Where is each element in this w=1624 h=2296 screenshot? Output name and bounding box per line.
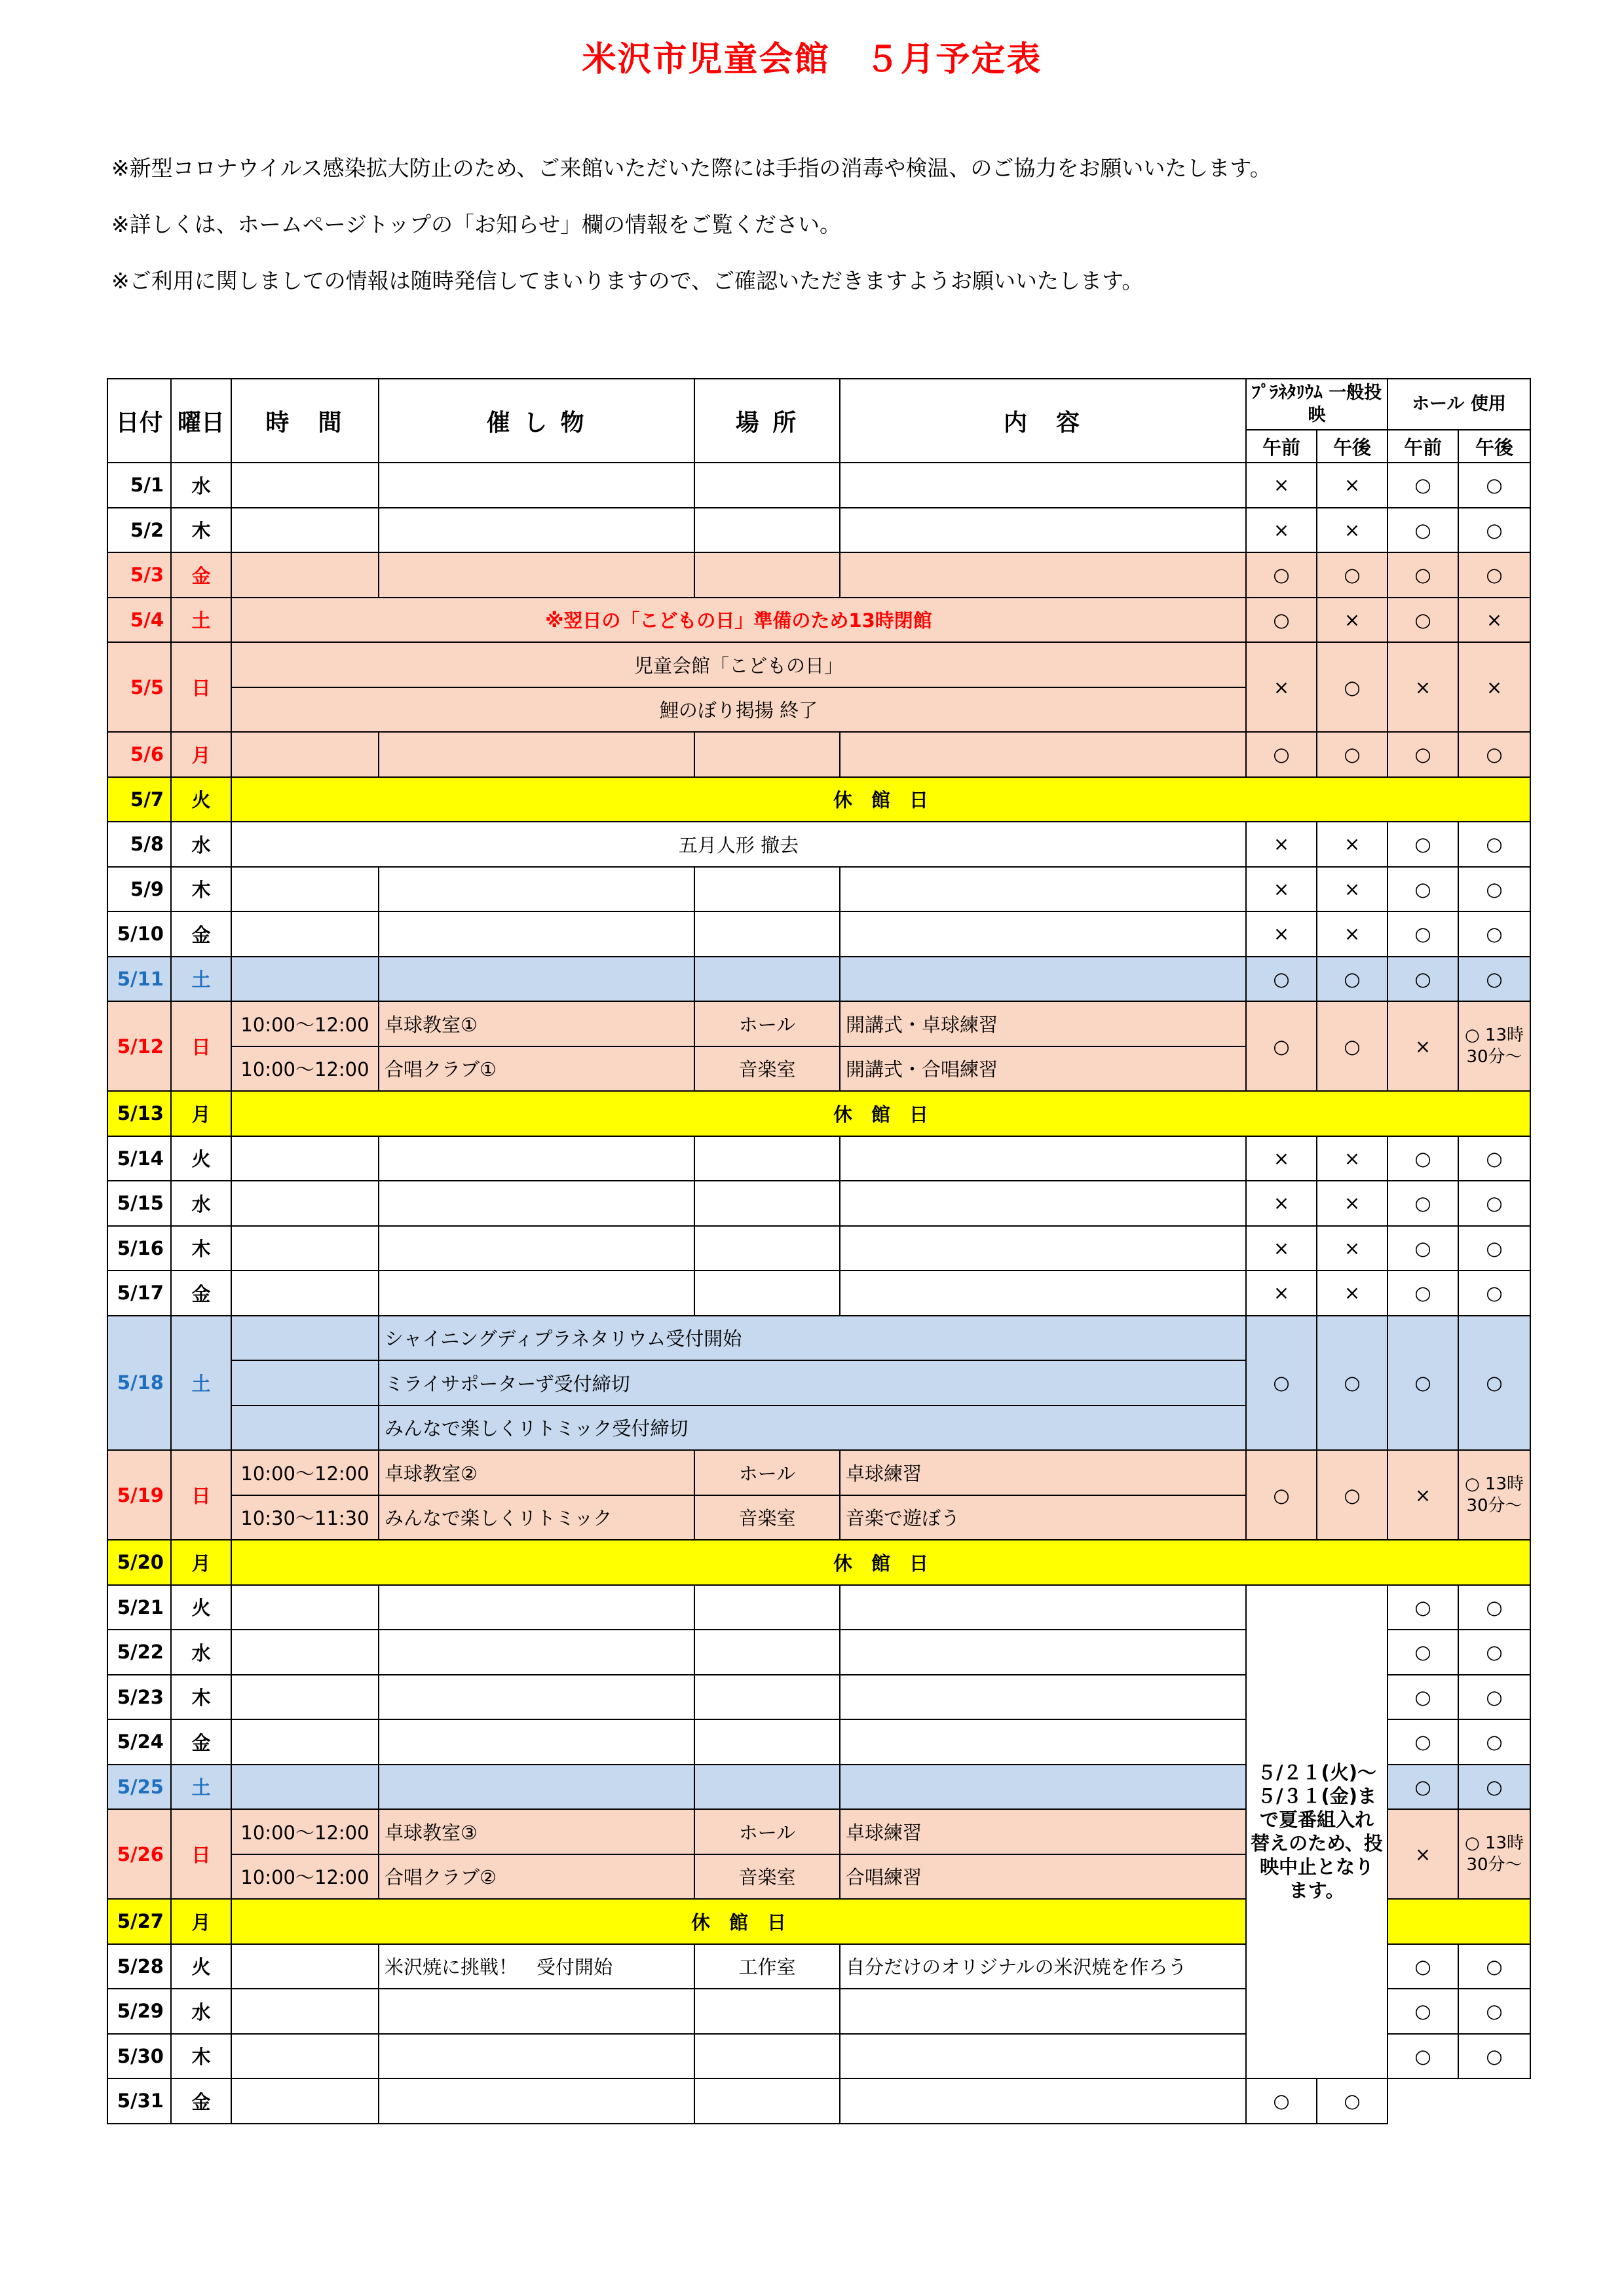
mark-cell: ○ — [1317, 1450, 1388, 1540]
content-cell: 卓球練習 — [840, 1809, 1246, 1854]
mark-cell: × — [1317, 1271, 1388, 1316]
event-cell: ※翌日の「こどもの日」準備のため13時閉館 — [231, 598, 1246, 643]
mark-cell: ○ — [1246, 1316, 1317, 1451]
dow-cell: 金 — [171, 1271, 231, 1316]
mark-cell: ○ — [1458, 1630, 1530, 1675]
mark-cell: × — [1317, 598, 1388, 643]
event-cell: 合唱クラブ① — [379, 1046, 694, 1092]
date-cell: 5/8 — [107, 822, 171, 867]
dow-cell: 金 — [171, 2078, 231, 2124]
date-cell: 5/17 — [107, 1271, 171, 1316]
mark-cell: × — [1458, 642, 1530, 732]
mark-cell: ○ — [1317, 552, 1388, 598]
place-cell: ホール — [694, 1001, 840, 1046]
mark-cell: ○ — [1246, 2078, 1317, 2124]
mark-cell: ○ — [1458, 1316, 1530, 1451]
mark-cell: ○ — [1388, 822, 1458, 867]
table-row — [107, 777, 1530, 822]
mark-cell: ○ — [1388, 1316, 1458, 1451]
mark-cell: ○ — [1388, 1989, 1458, 2034]
mark-cell: × — [1246, 1226, 1317, 1271]
mark-cell: ○ — [1388, 1226, 1458, 1271]
event-cell: 米沢焼に挑戦！ 受付開始 — [379, 1944, 694, 1989]
content-cell: 卓球練習 — [840, 1450, 1246, 1495]
mark-cell: ○ — [1458, 822, 1530, 867]
mark-cell: × — [1246, 867, 1317, 912]
date-cell: 5/26 — [107, 1809, 171, 1899]
mark-cell: ○ — [1388, 2034, 1458, 2079]
dow-cell: 金 — [171, 1719, 231, 1765]
mark-cell: ○ — [1317, 1001, 1388, 1091]
mark-cell: ○ — [1317, 957, 1388, 1002]
mark-cell: ○ — [1388, 463, 1458, 508]
date-cell: 5/16 — [107, 1226, 171, 1271]
mark-cell: × — [1388, 642, 1458, 732]
date-cell: 5/5 — [107, 642, 171, 732]
mark-cell: × — [1246, 1136, 1317, 1181]
mark-cell: × — [1246, 1181, 1317, 1226]
mark-cell: ○ — [1458, 1181, 1530, 1226]
mark-cell: ○ — [1458, 1675, 1530, 1720]
dow-cell: 水 — [171, 463, 231, 508]
date-cell: 5/10 — [107, 911, 171, 957]
mark-cell: ○ — [1458, 867, 1530, 912]
content-cell: 開講式・卓球練習 — [840, 1001, 1246, 1046]
table-row — [107, 1316, 1530, 1361]
dow-cell: 木 — [171, 2034, 231, 2079]
time-cell: 10:00～12:00 — [231, 1809, 379, 1854]
mark-cell: × — [1388, 1809, 1458, 1899]
place-cell: ホール — [694, 1450, 840, 1495]
mark-cell: ○ — [1246, 598, 1317, 643]
header-am: 午前 — [1388, 430, 1458, 463]
date-cell: 5/27 — [107, 1899, 171, 1944]
table-row — [107, 1450, 1530, 1495]
notice-line: ※新型コロナウイルス感染拡大防止のため、ご来館いただいた際には手指の消毒や検温、のご協力をお願いいたします。 — [111, 155, 1272, 181]
place-cell: 音楽室 — [694, 1046, 840, 1092]
table-row — [107, 867, 1530, 912]
table-row — [107, 2078, 1530, 2124]
mark-cell: ○ — [1388, 1765, 1458, 1810]
date-cell: 5/28 — [107, 1944, 171, 1989]
header-dow: 曜日 — [171, 379, 231, 463]
table-row — [107, 1181, 1530, 1226]
header-planetarium: ﾌﾟﾗﾈﾀﾘｳﾑ 一般投映 — [1246, 379, 1388, 430]
time-cell: 10:00～12:00 — [231, 1854, 379, 1900]
mark-cell: ○ — [1388, 957, 1458, 1002]
mark-cell: ○ — [1388, 867, 1458, 912]
dow-cell: 土 — [171, 598, 231, 643]
header-date: 日付 — [107, 379, 171, 463]
date-cell: 5/29 — [107, 1989, 171, 2034]
table-row — [107, 1585, 1530, 1630]
mark-cell: ○ 13時30分～ — [1458, 1001, 1530, 1091]
date-cell: 5/7 — [107, 777, 171, 822]
date-cell: 5/20 — [107, 1540, 171, 1585]
place-cell: 音楽室 — [694, 1854, 840, 1900]
content-cell: 合唱練習 — [840, 1854, 1246, 1900]
closed-day-cell: 休 館 日 — [231, 1540, 1530, 1585]
mark-cell: ○ — [1458, 957, 1530, 1002]
header-event: 催 し 物 — [379, 379, 694, 463]
dow-cell: 月 — [171, 1540, 231, 1585]
header-pm: 午後 — [1458, 430, 1530, 463]
page-title: 米沢市児童会館 ５月予定表 — [582, 40, 1042, 79]
date-cell: 5/21 — [107, 1585, 171, 1630]
mark-cell: ○ — [1388, 732, 1458, 777]
event-cell: みんなで楽しくリトミック受付締切 — [379, 1406, 1246, 1451]
table-row — [107, 1271, 1530, 1316]
date-cell: 5/13 — [107, 1091, 171, 1136]
date-cell: 5/9 — [107, 867, 171, 912]
mark-cell: ○ — [1246, 1001, 1317, 1091]
mark-cell: × — [1317, 508, 1388, 553]
event-cell: 卓球教室③ — [379, 1809, 694, 1854]
mark-cell: × — [1388, 1450, 1458, 1540]
mark-cell: ○ — [1388, 1181, 1458, 1226]
date-cell: 5/18 — [107, 1316, 171, 1451]
mark-cell: × — [1246, 1271, 1317, 1316]
table-row — [107, 957, 1530, 1002]
event-cell: 鯉のぼり掲揚 終了 — [231, 687, 1246, 733]
header-content: 内 容 — [840, 379, 1246, 463]
mark-cell: × — [1246, 642, 1317, 732]
event-cell: 卓球教室② — [379, 1450, 694, 1495]
mark-cell: × — [1317, 867, 1388, 912]
mark-cell: × — [1317, 822, 1388, 867]
table-row — [107, 552, 1530, 598]
time-cell: 10:00～12:00 — [231, 1001, 379, 1046]
table-row — [107, 598, 1530, 643]
content-cell: 開講式・合唱練習 — [840, 1046, 1246, 1092]
mark-cell: ○ — [1317, 1316, 1388, 1451]
dow-cell: 日 — [171, 642, 231, 732]
table-row — [107, 911, 1530, 957]
mark-cell: ○ — [1458, 1989, 1530, 2034]
dow-cell: 日 — [171, 1809, 231, 1899]
event-cell: シャイニングディプラネタリウム受付開始 — [379, 1316, 1246, 1361]
mark-cell: ○ — [1458, 1271, 1530, 1316]
mark-cell: × — [1317, 463, 1388, 508]
notice-line: ※ご利用に関しましての情報は随時発信してまいりますので、ご確認いただきますようお願いいたします。 — [111, 268, 1144, 294]
mark-cell: ○ — [1458, 463, 1530, 508]
date-cell: 5/1 — [107, 463, 171, 508]
dow-cell: 水 — [171, 1630, 231, 1675]
table-row — [107, 508, 1530, 553]
mark-cell: ○ — [1246, 552, 1317, 598]
date-cell: 5/24 — [107, 1719, 171, 1765]
mark-cell: × — [1317, 911, 1388, 957]
header-hall: ホール 使用 — [1388, 379, 1530, 430]
event-cell: 五月人形 撤去 — [231, 822, 1246, 867]
mark-cell: ○ — [1317, 2078, 1388, 2124]
mark-cell: × — [1388, 1001, 1458, 1091]
header-pm: 午後 — [1317, 430, 1388, 463]
date-cell: 5/12 — [107, 1001, 171, 1091]
mark-cell: ○ — [1388, 1136, 1458, 1181]
mark-cell: ○ — [1388, 1719, 1458, 1765]
mark-cell: ○ — [1388, 508, 1458, 553]
mark-cell: ○ — [1317, 642, 1388, 732]
date-cell: 5/25 — [107, 1765, 171, 1810]
table-row — [107, 732, 1530, 777]
closed-day-filler — [1388, 1899, 1530, 1944]
dow-cell: 土 — [171, 1765, 231, 1810]
dow-cell: 金 — [171, 552, 231, 598]
dow-cell: 土 — [171, 1316, 231, 1451]
dow-cell: 火 — [171, 1585, 231, 1630]
table-row — [107, 822, 1530, 867]
table-row — [107, 1136, 1530, 1181]
table-row — [107, 1001, 1530, 1046]
planetarium-notice: ５/２１(火)～５/３１(金)まで夏番組入れ替えのため、投映中止となります。 — [1246, 1585, 1388, 2079]
mark-cell: ○ 13時30分～ — [1458, 1809, 1530, 1899]
mark-cell: ○ — [1388, 1585, 1458, 1630]
event-cell: ミライサポーターず受付締切 — [379, 1360, 1246, 1406]
closed-day-cell: 休 館 日 — [231, 777, 1530, 822]
mark-cell: × — [1246, 508, 1317, 553]
mark-cell: ○ — [1317, 732, 1388, 777]
date-cell: 5/11 — [107, 957, 171, 1002]
event-cell: 合唱クラブ② — [379, 1854, 694, 1900]
dow-cell: 月 — [171, 1091, 231, 1136]
place-cell: 音楽室 — [694, 1495, 840, 1540]
date-cell: 5/30 — [107, 2034, 171, 2079]
table-row — [107, 642, 1530, 687]
date-cell: 5/3 — [107, 552, 171, 598]
date-cell: 5/4 — [107, 598, 171, 643]
dow-cell: 木 — [171, 867, 231, 912]
place-cell: 工作室 — [694, 1944, 840, 1989]
dow-cell: 月 — [171, 1899, 231, 1944]
header-am: 午前 — [1246, 430, 1317, 463]
date-cell: 5/23 — [107, 1675, 171, 1720]
dow-cell: 水 — [171, 1989, 231, 2034]
closed-day-cell: 休 館 日 — [231, 1091, 1530, 1136]
closed-day-cell: 休 館 日 — [231, 1899, 1246, 1944]
mark-cell: ○ — [1458, 552, 1530, 598]
header-row — [107, 379, 1530, 430]
time-cell: 10:00～12:00 — [231, 1450, 379, 1495]
table-row — [107, 1226, 1530, 1271]
mark-cell: × — [1317, 1181, 1388, 1226]
date-cell: 5/6 — [107, 732, 171, 777]
dow-cell: 木 — [171, 1675, 231, 1720]
mark-cell: ○ — [1458, 1226, 1530, 1271]
table-row — [107, 463, 1530, 508]
header-time: 時 間 — [231, 379, 379, 463]
dow-cell: 月 — [171, 732, 231, 777]
mark-cell: ○ — [1388, 911, 1458, 957]
mark-cell: ○ — [1388, 1630, 1458, 1675]
dow-cell: 火 — [171, 1944, 231, 1989]
mark-cell: × — [1317, 1226, 1388, 1271]
event-cell: みんなで楽しくリトミック — [379, 1495, 694, 1540]
mark-cell: ○ — [1458, 732, 1530, 777]
date-cell: 5/14 — [107, 1136, 171, 1181]
mark-cell: ○ — [1458, 1585, 1530, 1630]
dow-cell: 日 — [171, 1001, 231, 1091]
dow-cell: 日 — [171, 1450, 231, 1540]
dow-cell: 土 — [171, 957, 231, 1002]
mark-cell: ○ — [1458, 2034, 1530, 2079]
mark-cell: ○ 13時30分～ — [1458, 1450, 1530, 1540]
table-row — [107, 1091, 1530, 1136]
mark-cell: ○ — [1388, 1944, 1458, 1989]
dow-cell: 火 — [171, 777, 231, 822]
place-cell: ホール — [694, 1809, 840, 1854]
mark-cell: ○ — [1458, 508, 1530, 553]
dow-cell: 水 — [171, 822, 231, 867]
date-cell: 5/22 — [107, 1630, 171, 1675]
mark-cell: ○ — [1388, 552, 1458, 598]
date-cell: 5/2 — [107, 508, 171, 553]
mark-cell: × — [1246, 463, 1317, 508]
date-cell: 5/19 — [107, 1450, 171, 1540]
dow-cell: 木 — [171, 1226, 231, 1271]
mark-cell: ○ — [1388, 1675, 1458, 1720]
content-cell: 自分だけのオリジナルの米沢焼を作ろう — [840, 1944, 1246, 1989]
mark-cell: × — [1246, 822, 1317, 867]
mark-cell: ○ — [1246, 732, 1317, 777]
mark-cell: ○ — [1458, 911, 1530, 957]
event-cell: 児童会館「こどもの日」 — [231, 642, 1246, 687]
dow-cell: 水 — [171, 1181, 231, 1226]
mark-cell: ○ — [1388, 1271, 1458, 1316]
dow-cell: 火 — [171, 1136, 231, 1181]
notice-list — [111, 149, 1272, 318]
mark-cell: ○ — [1458, 1944, 1530, 1989]
date-cell: 5/15 — [107, 1181, 171, 1226]
date-cell: 5/31 — [107, 2078, 171, 2124]
mark-cell: × — [1458, 598, 1530, 643]
mark-cell: ○ — [1458, 1765, 1530, 1810]
dow-cell: 木 — [171, 508, 231, 553]
time-cell: 10:00～12:00 — [231, 1046, 379, 1092]
schedule-table — [107, 378, 1531, 2124]
notice-line: ※詳しくは、ホームページトップの「お知らせ」欄の情報をご覧ください。 — [111, 212, 842, 237]
time-cell: 10:30～11:30 — [231, 1495, 379, 1540]
mark-cell: × — [1317, 1136, 1388, 1181]
mark-cell: ○ — [1246, 1450, 1317, 1540]
mark-cell: × — [1246, 911, 1317, 957]
content-cell: 音楽で遊ぼう — [840, 1495, 1246, 1540]
mark-cell: ○ — [1458, 1136, 1530, 1181]
table-row — [107, 1540, 1530, 1585]
event-cell: 卓球教室① — [379, 1001, 694, 1046]
mark-cell: ○ — [1458, 1719, 1530, 1765]
dow-cell: 金 — [171, 911, 231, 957]
mark-cell: ○ — [1388, 598, 1458, 643]
header-place: 場 所 — [694, 379, 840, 463]
mark-cell: ○ — [1246, 957, 1317, 1002]
